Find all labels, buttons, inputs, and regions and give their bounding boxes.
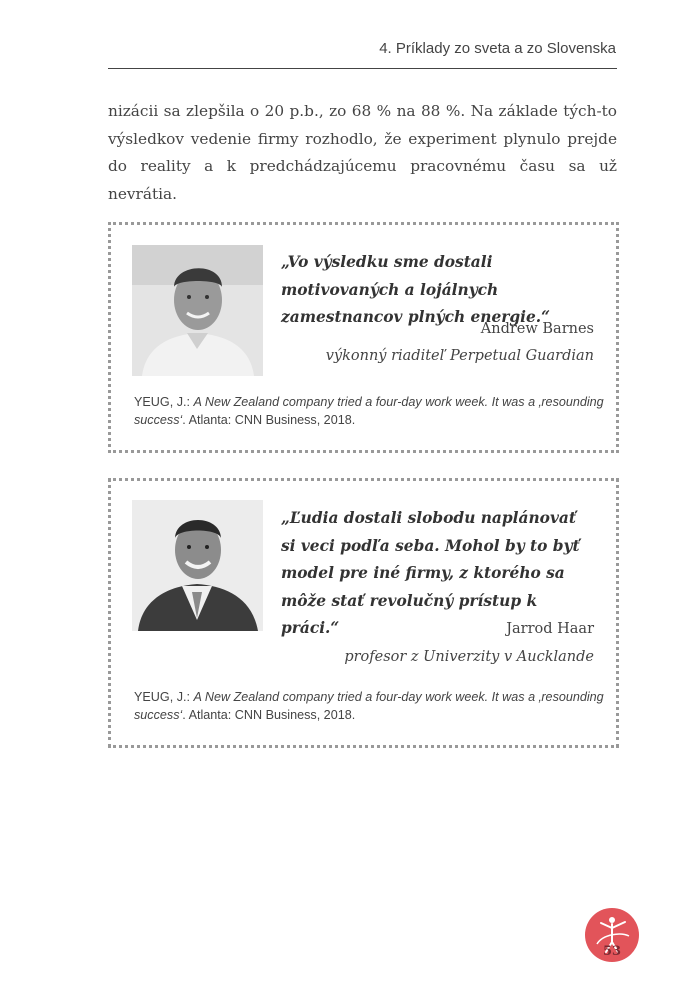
quote-text: „Vo výsledku sme dostali motivovaných a lojálnych zamestnancov plných energie.“ (281, 253, 551, 326)
page-number: 53 (602, 944, 622, 959)
quote-author: Jarrod Haar (506, 621, 594, 637)
citation-prefix: YEUG, J.: (134, 690, 194, 704)
quote-author-role: profesor z Univerzity v Aucklande (344, 649, 594, 665)
quote-box-haar (108, 478, 619, 748)
citation-title: A New Zealand company tried a four-day work week. It was a ‚resounding success‘ (134, 395, 604, 427)
quote-text: „Ľudia dostali slobodu naplánovať si veci podľa seba. Mohol by to byť model pre iné firmy, z ktorého sa môže stať revolučný prístup k práci.“ (281, 509, 580, 637)
running-head: 4. Príklady zo sveta a zo Slovenska (379, 40, 616, 57)
source-citation (134, 688, 604, 724)
citation-suffix: . Atlanta: CNN Business, 2018. (182, 708, 356, 722)
body-paragraph: nizácii sa zlepšila o 20 p.b., zo 68 % na 88 %. Na základe tých-to výsledkov vedenie firmy rozhodlo, že experiment plynulo prejde do reality a k predchádzajúcemu pracovnému času sa už nevrátia. (108, 102, 617, 203)
citation-suffix: . Atlanta: CNN Business, 2018. (182, 413, 356, 427)
citation-title: A New Zealand company tried a four-day work week. It was a ‚resounding success‘ (134, 690, 604, 722)
portrait-photo-barnes (132, 245, 263, 376)
quote-author: Andrew Barnes (480, 321, 594, 337)
page-number-badge (585, 908, 639, 962)
quote-box-barnes (108, 222, 619, 453)
citation-prefix: YEUG, J.: (134, 395, 194, 409)
source-citation (134, 393, 604, 429)
header-rule (108, 68, 617, 69)
quote-author-role: výkonný riaditeľ Perpetual Guardian (325, 348, 594, 364)
portrait-photo-haar (132, 500, 263, 631)
